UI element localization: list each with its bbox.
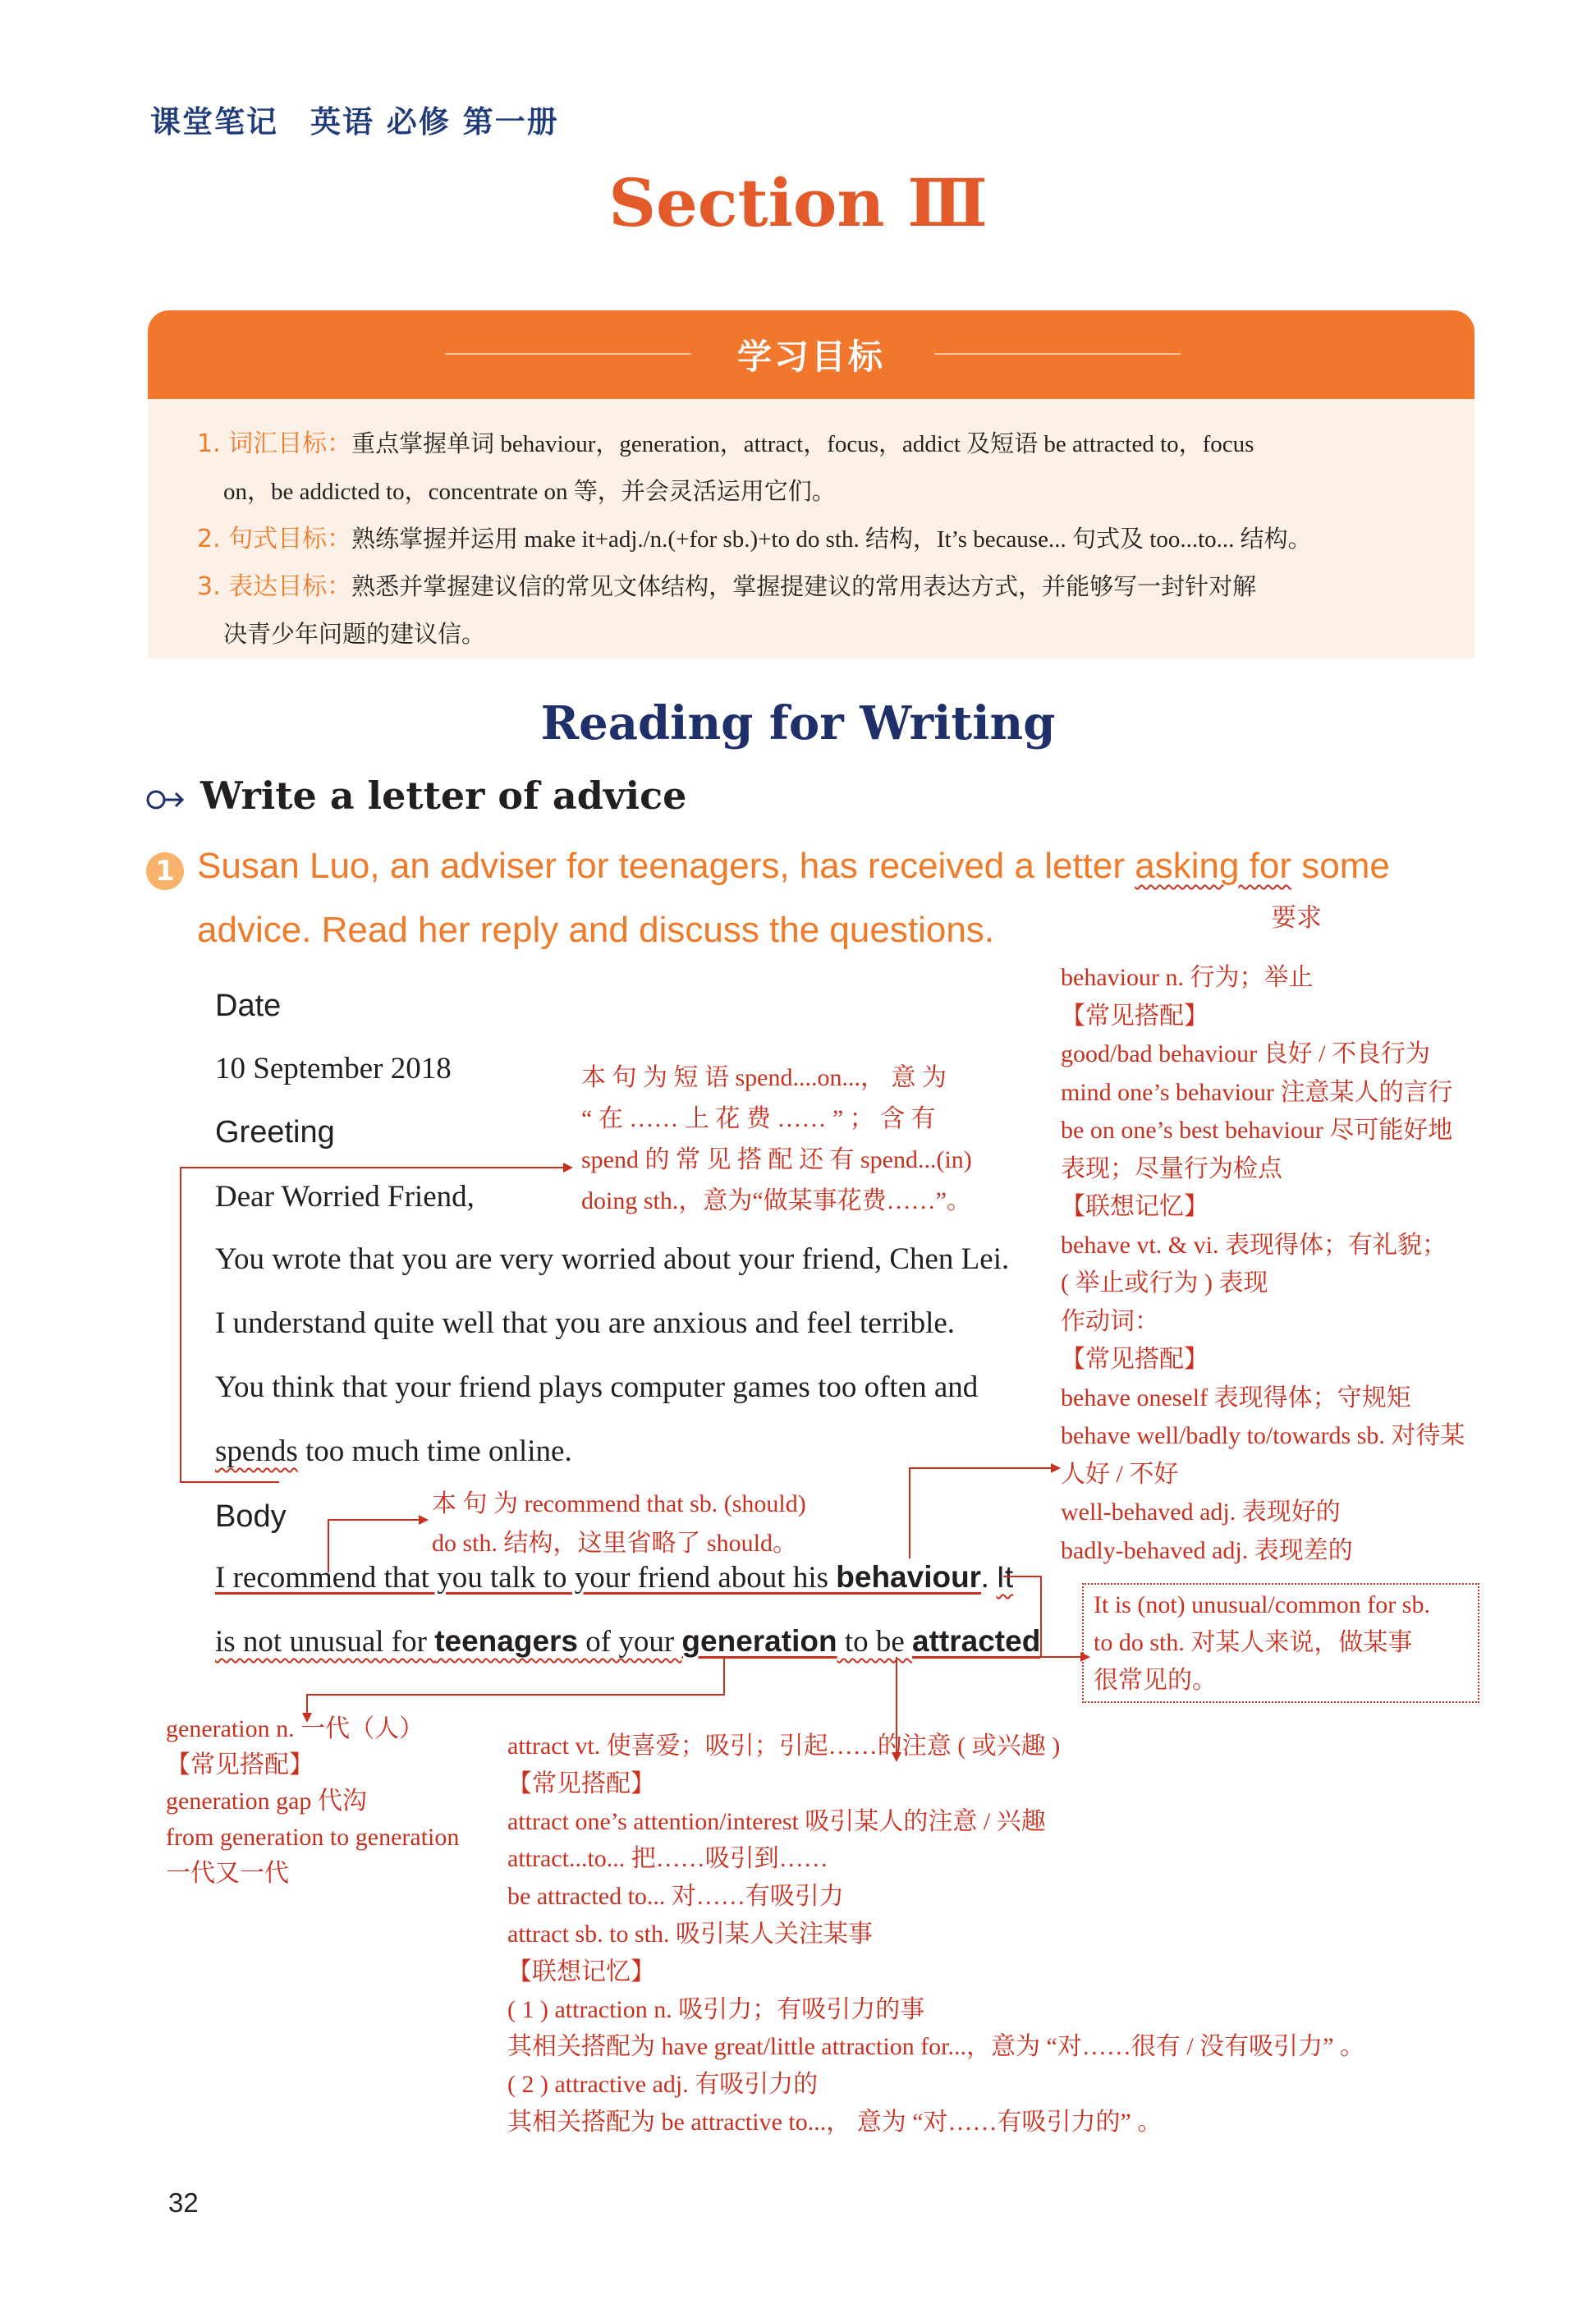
learning-goals-title: 学习目标	[736, 337, 885, 377]
note-line: mind one’s behaviour 注意某人的言行	[1061, 1078, 1453, 1106]
note-spend	[581, 1058, 972, 1222]
connector-unusual-note	[1003, 1577, 1080, 1657]
task-number-badge: 1	[146, 852, 184, 890]
goal-label: 3. 表达目标：	[197, 572, 352, 601]
letter-date: 10 September 2018	[215, 1052, 452, 1085]
note-line: spend 的 常 见 搭 配 还 有 spend...(in)	[581, 1146, 972, 1173]
word-teenagers: teenagers	[434, 1624, 579, 1658]
note-line: do sth. 结构，这里省略了 should。	[432, 1530, 798, 1557]
goal-label: 2. 句式目标：	[197, 525, 352, 553]
goal-text: 决青少年问题的建议信。	[223, 622, 486, 648]
connector-generation-note	[307, 1657, 724, 1713]
word-spends: spends	[215, 1434, 298, 1468]
label-body: Body	[215, 1499, 287, 1534]
page-number: 32	[168, 2187, 199, 2218]
note-line: 【联想记忆】	[507, 1957, 655, 1985]
note-line: 很常见的。	[1094, 1667, 1217, 1694]
note-line: behave vt. & vi. 表现得体；有礼貌；	[1061, 1231, 1447, 1259]
note-line: 本 句 为 短 语 spend....on...， 意 为	[581, 1064, 947, 1091]
word-behaviour: behaviour	[836, 1560, 982, 1594]
note-line: from generation to generation	[166, 1824, 460, 1851]
word-attracted: attracted	[912, 1624, 1041, 1658]
letter-paragraph-line: I understand quite well that you are anxious and feel terrible.	[215, 1306, 956, 1340]
note-line: generation n. 一代（人）	[166, 1715, 424, 1742]
goal-text: 重点掌握单词 behaviour，generation，attract，focus，addict 及短语 be attracted to，focus	[351, 431, 1254, 457]
note-line: ( 举止或行为 ) 表现	[1061, 1269, 1268, 1297]
note-line: 作动词：	[1061, 1307, 1159, 1335]
connector-spend-note	[181, 1168, 563, 1482]
note-line: to do sth. 对某人来说，做某事	[1094, 1629, 1413, 1656]
letter-paragraph-line: You think that your friend plays computer games too often and	[215, 1370, 979, 1404]
note-line: badly-behaved adj. 表现差的	[1061, 1536, 1353, 1564]
note-line: good/bad behaviour 良好 / 不良行为	[1061, 1040, 1430, 1067]
note-recommend	[432, 1485, 806, 1563]
goal-text: 熟悉并掌握建议信的常见文体结构，掌握提建议的常用表达方式，并能够写一封针对解	[351, 574, 1257, 600]
note-line: 一代又一代	[166, 1860, 289, 1887]
reading-for-writing-title: Reading for Writing	[540, 696, 1056, 750]
letter-greeting: Dear Worried Friend,	[215, 1180, 475, 1214]
goal-text: on，be addicted to，concentrate on 等，并会灵活运用它们。	[223, 479, 836, 505]
word-generation: generation	[681, 1624, 837, 1658]
goal-label: 1. 词汇目标：	[197, 429, 352, 458]
note-behaviour	[1061, 959, 1465, 1570]
task-phrase-asking-for: asking for	[1135, 846, 1292, 886]
gloss-asking-for: 要求	[1271, 903, 1322, 932]
note-line: 【常见搭配】	[1061, 1002, 1208, 1030]
note-line: behave oneself 表现得体；守规矩	[1061, 1384, 1411, 1411]
note-line: 【常见搭配】	[166, 1751, 314, 1778]
note-unusual	[1094, 1586, 1430, 1700]
note-line: doing sth.，意为“做某事花费……”。	[581, 1187, 971, 1214]
connector-recommend-note	[328, 1520, 419, 1572]
connector-behaviour-note	[910, 1468, 1051, 1558]
letter-text: .	[981, 1561, 997, 1595]
book-header: 课堂笔记 英语 必修 第一册	[150, 104, 559, 140]
note-line: 表现；尽量行为检点	[1061, 1154, 1282, 1182]
phrase-recommend: I recommend that you talk to your friend about his	[215, 1561, 837, 1595]
note-line: 其相关搭配为 be attractive to...， 意为 “对……有吸引力的” 。	[507, 2108, 1163, 2136]
note-line: 本 句 为 recommend that sb. (should)	[432, 1490, 806, 1517]
task-text: Susan Luo, an adviser for teenagers, has received a letter	[197, 846, 1135, 886]
note-line: 【常见搭配】	[507, 1769, 655, 1797]
note-generation	[166, 1711, 459, 1892]
note-line: ( 2 ) attractive adj. 有吸引力的	[507, 2071, 819, 2099]
note-attract	[507, 1728, 1364, 2141]
letter-paragraph-line: You wrote that you are very worried about your friend, Chen Lei.	[215, 1242, 1010, 1276]
label-date: Date	[215, 989, 282, 1023]
note-line: “ 在 …… 上 花 费 …… ” ； 含 有	[581, 1105, 936, 1132]
note-line: generation gap 代沟	[166, 1788, 367, 1815]
task-text: some	[1291, 846, 1390, 886]
note-line: attract...to... 把……吸引到……	[507, 1845, 828, 1873]
note-line: be on one’s best behaviour 尽可能好地	[1061, 1117, 1453, 1144]
note-line: ( 1 ) attraction n. 吸引力；有吸引力的事	[507, 1995, 925, 2023]
task-line-2: advice. Read her reply and discuss the questions.	[197, 910, 995, 950]
note-line: behave well/badly to/towards sb. 对待某	[1061, 1422, 1465, 1449]
note-line: attract one’s attention/interest 吸引某人的注意 / 兴趣	[507, 1807, 1046, 1835]
note-line: 【常见搭配】	[1061, 1346, 1208, 1373]
note-line: 人好 / 不好	[1061, 1460, 1179, 1488]
letter-text: too much time online.	[297, 1434, 572, 1468]
word-it: It	[996, 1560, 1014, 1594]
goal-text: 熟练掌握并运用 make it+adj./n.(+for sb.)+to do sth. 结构，It’s because... 句式及 too...to... 结构。	[351, 526, 1312, 553]
note-line: attract vt. 使喜爱；吸引；引起……的注意 ( 或兴趣 )	[507, 1733, 1061, 1760]
note-box-unusual	[1082, 1583, 1479, 1703]
letter-text: of your	[578, 1625, 682, 1659]
letter-text: to be	[837, 1625, 913, 1659]
label-greeting: Greeting	[215, 1115, 335, 1150]
phrase-not-unusual: is not unusual for	[215, 1625, 435, 1659]
note-line: attract sb. to sth. 吸引某人关注某事	[507, 1920, 873, 1948]
note-line: 其相关搭配为 have great/little attraction for...，意为 “对……很有 / 没有吸引力” 。	[507, 2033, 1364, 2061]
note-line: 【联想记忆】	[1061, 1193, 1208, 1220]
note-line: be attracted to... 对……有吸引力	[507, 1883, 844, 1911]
note-line: It is (not) unusual/common for sb.	[1094, 1591, 1430, 1618]
note-line: behaviour n. 行为；举止	[1061, 964, 1314, 991]
write-letter-heading: Write a letter of advice	[200, 773, 687, 818]
section-title: Section Ⅲ	[608, 164, 988, 241]
note-line: well-behaved adj. 表现好的	[1061, 1499, 1341, 1526]
